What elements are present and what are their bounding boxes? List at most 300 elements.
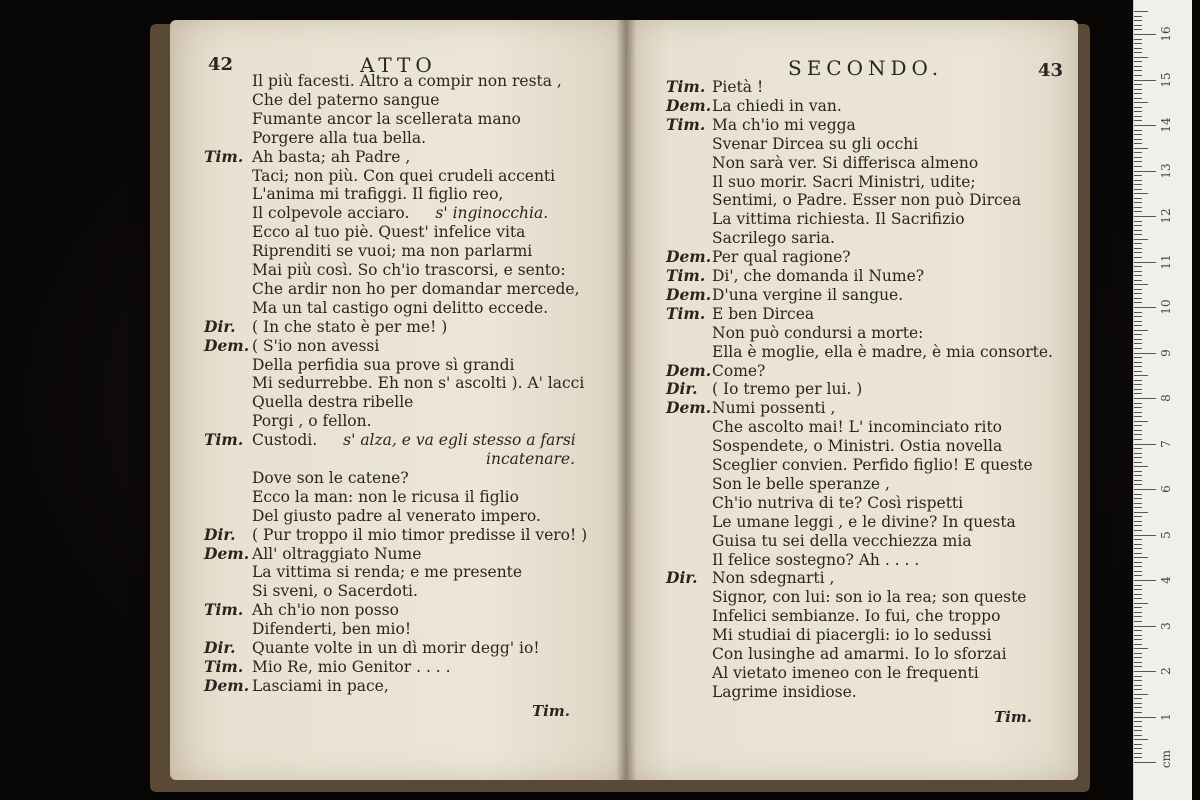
right-page-line	[666, 588, 1026, 606]
verse-text: Con lusinghe ad amarmi. Io lo sforzai	[712, 645, 1007, 663]
ruler-tick	[1134, 330, 1148, 331]
ruler-tick	[1134, 503, 1142, 504]
right-page-line	[666, 664, 979, 682]
ruler-number: 6	[1159, 485, 1173, 493]
verse-text: Signor, con lui: son io la rea; son queste	[712, 588, 1027, 607]
ruler-tick	[1134, 362, 1142, 363]
ruler-tick	[1134, 548, 1142, 549]
ruler-tick	[1134, 371, 1142, 372]
ruler-tick	[1134, 530, 1142, 531]
left-page-line	[204, 185, 503, 203]
measuring-ruler	[1133, 0, 1192, 800]
right-page-line	[666, 173, 976, 191]
verse-text: Quella destra ribelle	[252, 393, 414, 412]
left-page-number: 42	[208, 54, 234, 75]
ruler-tick	[1134, 666, 1142, 667]
ruler-tick	[1134, 161, 1142, 162]
verse-text: Ah basta; ah Padre ,	[252, 147, 411, 166]
ruler-tick	[1134, 316, 1142, 317]
ruler-tick	[1134, 61, 1142, 62]
ruler-tick	[1134, 721, 1142, 722]
ruler-number: 13	[1159, 162, 1173, 179]
speaker-label: Dir.	[204, 638, 236, 657]
ruler-number: 16	[1159, 26, 1173, 42]
ruler-number: 1	[1159, 712, 1173, 721]
ruler-tick	[1134, 480, 1142, 481]
verse-text: Taci; non più. Con quei crudeli accenti	[252, 166, 556, 185]
ruler-tick	[1134, 343, 1142, 344]
verse-text: Che ascolto mai! L' incominciato rito	[712, 418, 1003, 437]
ruler-tick	[1134, 448, 1142, 449]
ruler-tick	[1134, 612, 1142, 613]
speaker-label: Dem.	[204, 543, 250, 563]
verse-text: Numi possenti ,	[712, 399, 836, 418]
right-page-line	[666, 399, 836, 417]
ruler-tick	[1134, 239, 1148, 240]
ruler-tick	[1134, 216, 1156, 217]
verse-text: Ecco al tuo piè. Quest' infelice vita	[252, 223, 526, 242]
right-page-line	[666, 324, 923, 342]
left-catchword: Tim.	[532, 702, 570, 720]
ruler-tick	[1134, 717, 1156, 718]
verse-text: Custodi.	[252, 431, 318, 450]
ruler-tick	[1134, 152, 1142, 153]
ruler-tick	[1134, 293, 1142, 294]
ruler-tick	[1134, 198, 1142, 199]
ruler-tick	[1134, 143, 1142, 144]
speaker-label: Tim.	[666, 114, 706, 134]
verse-text: Fumante ancor la scellerata mano	[252, 109, 521, 128]
ruler-tick	[1134, 662, 1142, 663]
ruler-tick	[1134, 471, 1142, 472]
ruler-tick	[1134, 739, 1148, 740]
ruler-tick	[1134, 512, 1148, 513]
ruler-tick	[1134, 621, 1142, 622]
ruler-tick	[1134, 298, 1142, 299]
right-page-line	[666, 343, 1053, 361]
left-page-line	[204, 374, 584, 392]
ruler-tick	[1134, 698, 1142, 699]
right-page-line	[666, 210, 965, 228]
verse-text: Ella è moglie, ella è madre, è mia consorte.	[712, 342, 1053, 361]
left-page-line	[204, 167, 555, 185]
verse-text: Che ardir non ho per domandar mercede,	[252, 279, 580, 298]
ruler-tick	[1134, 284, 1148, 285]
right-page-line	[666, 286, 903, 304]
verse-text: Quante volte in un dì morir degg' io!	[252, 639, 540, 657]
speaker-label: Tim.	[204, 430, 244, 450]
verse-text: Svenar Dircea su gli occhi	[712, 134, 919, 153]
ruler-tick	[1134, 289, 1142, 290]
ruler-tick	[1134, 748, 1142, 749]
ruler-tick	[1134, 744, 1142, 745]
ruler-tick	[1134, 403, 1142, 404]
verse-text: Non può condursi a morte:	[712, 323, 924, 342]
ruler-number: 7	[1159, 439, 1173, 448]
ruler-tick	[1134, 48, 1142, 49]
verse-text: Son le belle speranze ,	[712, 474, 890, 493]
ruler-tick	[1134, 29, 1142, 30]
ruler-tick	[1134, 384, 1142, 385]
ruler-tick	[1134, 616, 1142, 617]
verse-text: Che del paterno sangue	[252, 90, 440, 109]
ruler-tick	[1134, 630, 1142, 631]
verse-text: Ch'io nutriva di te? Così rispetti	[712, 493, 964, 512]
right-page-line	[666, 248, 851, 266]
ruler-tick	[1134, 407, 1142, 408]
speaker-label: Tim.	[666, 77, 706, 96]
ruler-tick	[1134, 585, 1142, 586]
ruler-tick	[1134, 607, 1142, 608]
verse-text: Le umane leggi , e le divine? In questa	[712, 512, 1016, 531]
ruler-tick	[1134, 557, 1148, 558]
left-page-line	[204, 431, 576, 449]
verse-text: ( S'io non avessi	[252, 336, 380, 355]
speaker-label: Dir.	[204, 316, 236, 336]
ruler-tick	[1134, 521, 1142, 522]
ruler-tick	[1134, 275, 1142, 276]
left-page-line	[204, 223, 525, 241]
ruler-tick	[1134, 202, 1142, 203]
verse-text: L'anima mi trafiggi. Il figlio reo,	[252, 185, 504, 204]
ruler-number: 15	[1159, 71, 1173, 88]
ruler-tick	[1134, 525, 1142, 526]
left-page-line	[204, 658, 451, 676]
verse-text: Mi studiai di piacergli: io lo sedussi	[712, 626, 992, 645]
speaker-label: Dir.	[204, 524, 236, 544]
speaker-label: Dir.	[666, 568, 698, 588]
ruler-number: 8	[1159, 394, 1173, 402]
verse-text: Ma un tal castigo ogni delitto eccede.	[252, 298, 549, 317]
stage-direction: s' inginocchia.	[435, 204, 549, 223]
right-running-head: SECONDO.	[788, 56, 944, 80]
verse-text: Sentimi, o Padre. Esser non può Dircea	[712, 191, 1022, 210]
left-page-line	[204, 488, 519, 506]
right-page-line	[666, 135, 918, 153]
ruler-tick	[1134, 98, 1142, 99]
right-page-line	[666, 116, 856, 134]
left-page-line	[204, 450, 575, 468]
verse-text: Della perfidia sua prove sì grandi	[252, 355, 515, 374]
left-page-line	[204, 280, 580, 298]
right-page-line	[666, 532, 972, 550]
ruler-tick	[1134, 262, 1156, 263]
verse-text: Al vietato imeneo con le frequenti	[712, 663, 979, 682]
ruler-tick	[1134, 753, 1142, 754]
ruler-tick	[1134, 66, 1142, 67]
ruler-tick	[1134, 535, 1156, 536]
speaker-label: Tim.	[204, 656, 244, 676]
ruler-tick	[1134, 676, 1142, 677]
ruler-tick	[1134, 416, 1142, 417]
ruler-number: 14	[1159, 117, 1173, 133]
ruler-tick	[1134, 207, 1142, 208]
verse-text: Di', che domanda il Nume?	[712, 267, 925, 285]
ruler-tick	[1134, 484, 1142, 485]
ruler-tick	[1134, 380, 1142, 381]
ruler-tick	[1134, 248, 1142, 249]
left-page-line	[204, 620, 411, 638]
ruler-number: 9	[1159, 348, 1173, 357]
ruler-tick	[1134, 57, 1148, 58]
ruler-tick	[1134, 598, 1142, 599]
ruler-tick	[1134, 703, 1142, 704]
verse-text: Per qual ragione?	[712, 248, 851, 267]
verse-text: Del giusto padre al venerato impero.	[252, 506, 541, 525]
verse-text: Il colpevole acciaro.	[252, 204, 410, 223]
right-page	[626, 20, 1078, 780]
ruler-tick	[1134, 334, 1142, 335]
speaker-label: Tim.	[666, 266, 706, 285]
ruler-number: 3	[1159, 621, 1173, 630]
ruler-tick	[1134, 398, 1156, 399]
left-page-line	[204, 563, 522, 581]
ruler-tick	[1134, 680, 1142, 681]
ruler-tick	[1134, 166, 1142, 167]
speaker-label: Dem.	[666, 247, 712, 267]
right-page-line	[666, 362, 765, 380]
ruler-tick	[1134, 25, 1142, 26]
speaker-label: Dem.	[666, 95, 712, 115]
ruler-tick	[1134, 685, 1142, 686]
right-page-line	[666, 475, 890, 493]
left-page-line	[204, 148, 410, 166]
verse-text: Riprenditi se vuoi; ma non parlarmi	[252, 242, 533, 261]
ruler-tick	[1134, 475, 1142, 476]
left-page	[170, 20, 626, 780]
ruler-tick	[1134, 16, 1142, 17]
left-page-line	[204, 337, 379, 355]
left-page-line	[204, 601, 399, 619]
ruler-tick	[1134, 457, 1142, 458]
ruler-tick	[1134, 762, 1156, 763]
speaker-label: Tim.	[666, 303, 706, 323]
verse-text: All' oltraggiato Nume	[252, 544, 422, 563]
ruler-tick	[1134, 453, 1142, 454]
left-page-line	[204, 261, 566, 279]
verse-text: Il suo morir. Sacri Ministri, udite;	[712, 172, 976, 191]
right-page-line	[666, 305, 814, 323]
verse-text: La vittima si renda; e me presente	[252, 563, 523, 582]
ruler-number: 11	[1159, 253, 1173, 270]
ruler-tick	[1134, 266, 1142, 267]
ruler-number: 10	[1159, 299, 1173, 315]
right-page-line	[666, 191, 1021, 209]
ruler-tick	[1134, 39, 1142, 40]
ruler-tick	[1134, 307, 1156, 308]
verse-text: Infelici sembianze. Io fui, che troppo	[712, 607, 1001, 626]
stage-direction: incatenare.	[486, 450, 575, 468]
ruler-tick	[1134, 639, 1142, 640]
ruler-tick	[1134, 389, 1142, 390]
ruler-tick	[1134, 489, 1156, 490]
right-page-line	[666, 513, 1016, 531]
ruler-tick	[1134, 189, 1142, 190]
ruler-tick	[1134, 589, 1142, 590]
right-page-line	[666, 626, 991, 644]
ruler-tick	[1134, 257, 1142, 258]
ruler-tick	[1134, 70, 1142, 71]
ruler-tick	[1134, 75, 1142, 76]
ruler-tick	[1134, 107, 1142, 108]
speaker-label: Dem.	[666, 398, 712, 418]
left-page-line	[204, 91, 439, 109]
ruler-tick	[1134, 120, 1142, 121]
ruler-unit-label: cm	[1159, 749, 1173, 769]
verse-text: ( Pur troppo il mio timor predisse il vero! )	[252, 525, 588, 544]
ruler-tick	[1134, 321, 1142, 322]
stage-direction: s' alza, e va egli stesso a farsi	[343, 431, 576, 450]
ruler-tick	[1134, 34, 1156, 35]
right-page-line	[666, 456, 1033, 474]
ruler-tick	[1134, 225, 1142, 226]
left-page-line	[204, 110, 521, 128]
ruler-tick	[1134, 544, 1142, 545]
ruler-tick	[1134, 562, 1142, 563]
ruler-tick	[1134, 516, 1142, 517]
right-page-line	[666, 380, 862, 398]
ruler-tick	[1134, 252, 1142, 253]
left-page-line	[204, 526, 587, 544]
left-page-line	[204, 582, 418, 600]
ruler-tick	[1134, 462, 1142, 463]
verse-text: Sospendete, o Ministri. Ostia novella	[712, 437, 1003, 456]
ruler-tick	[1134, 580, 1156, 581]
ruler-tick	[1134, 466, 1148, 467]
ruler-tick	[1134, 20, 1142, 21]
ruler-tick	[1134, 498, 1142, 499]
ruler-number: 4	[1159, 576, 1173, 584]
right-page-line	[666, 154, 978, 172]
ruler-tick	[1134, 211, 1142, 212]
ruler-tick	[1134, 735, 1142, 736]
verse-text: Non sdegnarti ,	[712, 569, 835, 588]
left-page-line	[204, 545, 421, 563]
right-page-line	[666, 267, 924, 285]
ruler-tick	[1134, 180, 1142, 181]
right-page-line	[666, 645, 1007, 663]
verse-text: Ecco la man: non le ricusa il figlio	[252, 487, 519, 506]
book-gutter	[616, 20, 636, 780]
ruler-tick	[1134, 353, 1156, 354]
ruler-tick	[1134, 430, 1142, 431]
ruler-tick	[1134, 130, 1142, 131]
ruler-tick	[1134, 171, 1156, 172]
ruler-tick	[1134, 653, 1142, 654]
ruler-tick	[1134, 84, 1142, 85]
right-page-line	[666, 78, 763, 96]
left-page-line	[204, 129, 426, 147]
ruler-tick	[1134, 712, 1142, 713]
ruler-tick	[1134, 43, 1142, 44]
ruler-tick	[1134, 657, 1142, 658]
verse-text: Non sarà ver. Si differisca almeno	[712, 153, 979, 172]
ruler-tick	[1134, 730, 1142, 731]
speaker-label: Dir.	[666, 379, 698, 399]
ruler-tick	[1134, 339, 1142, 340]
ruler-tick	[1134, 412, 1142, 413]
right-page-line	[666, 607, 1000, 625]
verse-text: Sceglier convien. Perfido figlio! E queste	[712, 456, 1033, 474]
ruler-tick	[1134, 575, 1142, 576]
verse-text: Il felice sostegno? Ah . . . .	[712, 550, 920, 569]
verse-text: Come?	[712, 361, 766, 380]
verse-text: Difenderti, ben mio!	[252, 620, 412, 639]
left-page-line	[204, 507, 541, 525]
ruler-tick	[1134, 707, 1142, 708]
ruler-tick	[1134, 425, 1142, 426]
ruler-tick	[1134, 375, 1148, 376]
right-catchword: Tim.	[994, 708, 1032, 726]
ruler-tick	[1134, 157, 1142, 158]
ruler-tick	[1134, 125, 1156, 126]
speaker-label: Dem.	[204, 335, 250, 355]
verse-text: Guisa tu sei della vecchiezza mia	[712, 531, 972, 550]
verse-text: D'una vergine il sangue.	[712, 285, 904, 304]
ruler-tick	[1134, 175, 1142, 176]
speaker-label: Dem.	[666, 360, 712, 380]
ruler-tick	[1134, 444, 1156, 445]
left-page-line	[204, 677, 389, 695]
ruler-tick	[1134, 626, 1156, 627]
ruler-tick	[1134, 694, 1148, 695]
ruler-tick	[1134, 671, 1156, 672]
ruler-tick	[1134, 494, 1142, 495]
verse-text: Mi sedurrebbe. Eh non s' ascolti ). A' lacci	[252, 374, 585, 393]
left-page-line	[204, 242, 532, 260]
ruler-tick	[1134, 648, 1148, 649]
speaker-label: Tim.	[204, 600, 244, 620]
ruler-tick	[1134, 221, 1142, 222]
left-page-line	[204, 204, 548, 222]
ruler-tick	[1134, 148, 1148, 149]
ruler-tick	[1134, 93, 1142, 94]
verse-text: Si sveni, o Sacerdoti.	[252, 582, 418, 601]
left-running-head: ATTO	[360, 53, 437, 77]
left-page-line	[204, 356, 514, 374]
verse-text: Porgere alla tua bella.	[252, 128, 427, 147]
left-page-line	[204, 393, 413, 411]
ruler-tick	[1134, 234, 1142, 235]
ruler-tick	[1134, 116, 1142, 117]
right-page-line	[666, 97, 842, 115]
verse-text: Il più facesti. Altro a compir non resta ,	[252, 72, 562, 90]
ruler-tick	[1134, 80, 1156, 81]
speaker-label: Dem.	[666, 284, 712, 304]
ruler-tick	[1134, 230, 1142, 231]
left-page-line	[204, 469, 409, 487]
verse-text: ( In che stato è per me! )	[252, 317, 448, 336]
verse-text: Mai più così. So ch'io trascorsi, e sento:	[252, 261, 566, 279]
ruler-tick	[1134, 312, 1142, 313]
ruler-tick	[1134, 243, 1142, 244]
right-page-line	[666, 569, 834, 587]
ruler-tick	[1134, 757, 1142, 758]
speaker-label: Dem.	[204, 675, 250, 695]
verse-text: Pietà !	[712, 78, 764, 96]
ruler-tick	[1134, 507, 1142, 508]
ruler-tick	[1134, 366, 1142, 367]
ruler-tick	[1134, 553, 1142, 554]
ruler-tick	[1134, 393, 1142, 394]
ruler-tick	[1134, 689, 1142, 690]
speaker-label: Tim.	[204, 146, 244, 166]
ruler-number: 12	[1159, 208, 1173, 224]
ruler-tick	[1134, 11, 1148, 12]
ruler-tick	[1134, 603, 1148, 604]
left-page-line	[204, 412, 372, 430]
ruler-tick	[1134, 52, 1142, 53]
